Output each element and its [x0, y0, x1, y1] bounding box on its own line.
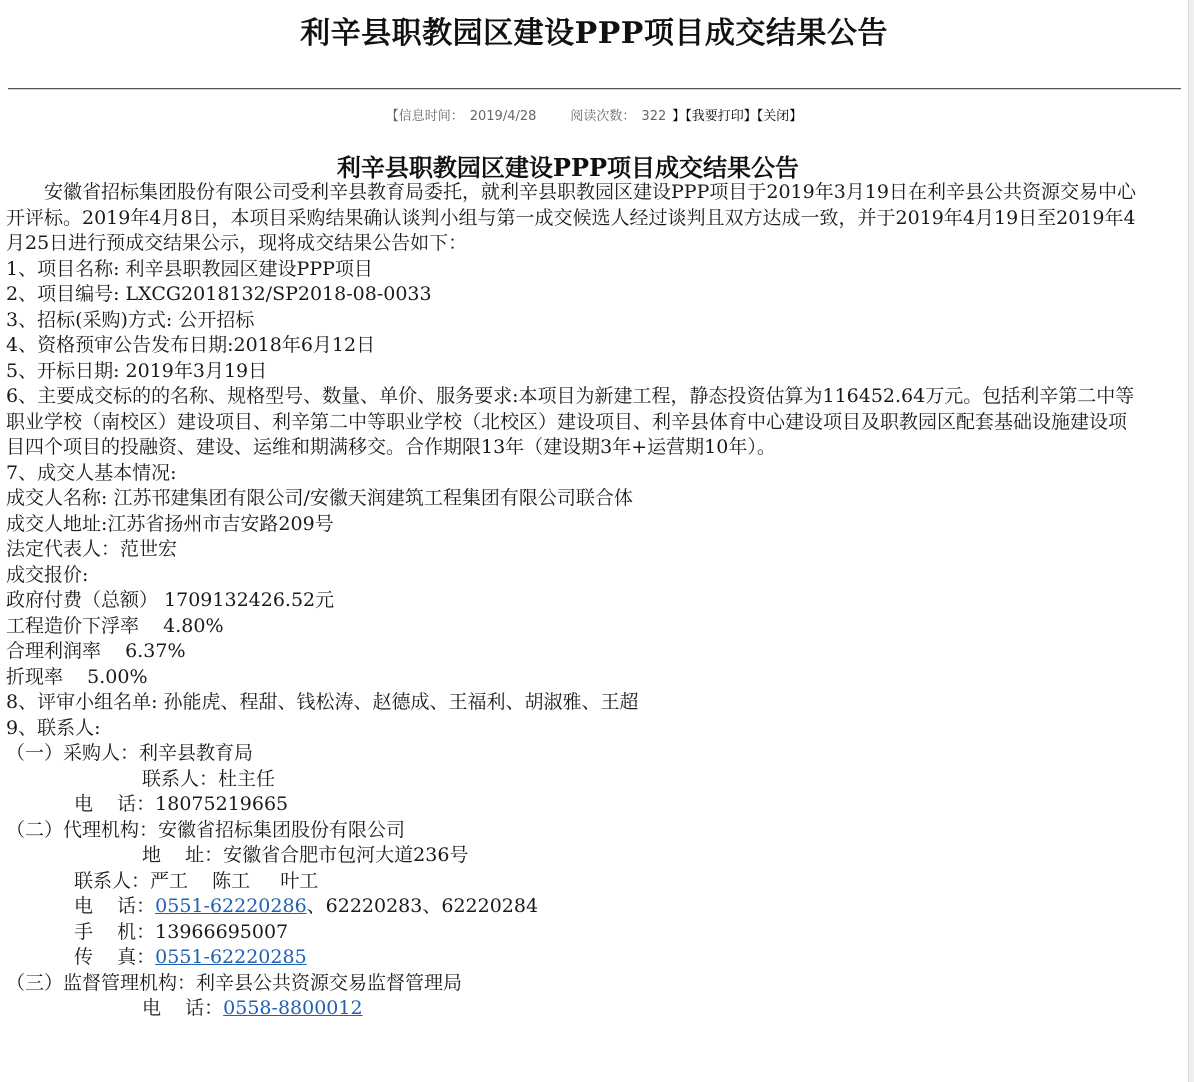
- agency-fax-link[interactable]: 0551-62220285: [155, 946, 307, 968]
- title-divider: [8, 88, 1181, 90]
- agency-phone-label: 电 话：: [74, 895, 156, 917]
- agency-address: 地 址：安徽省合肥市包河大道236号: [142, 844, 469, 866]
- intro-paragraph: 安徽省招标集团股份有限公司受利辛县教育局委托，就利辛县职教园区建设PPP项目于2019年3月19日在利辛县公共资源交易中心开评标。2019年4月8日，本项目采购结果确认谈判小组与第一成交候选人经过谈判且双方达成一致，并于2019年4月19日至2019年4月25日进行预成交结果公示，现将成交结果公告如下：: [6, 181, 1136, 254]
- scrollbar[interactable]: [1188, 0, 1194, 1082]
- info-time-value: 2019/4/28: [469, 109, 537, 124]
- bid-opening-date: 5、开标日期: 2019年3月19日: [6, 359, 268, 382]
- subject-description: 6、主要成交标的的名称、规格型号、数量、单价、服务要求:本项目为新建工程，静态投资估算为116452.64万元。包括利辛第二中等职业学校（南校区）建设项目、利辛第二中等职业学校（北校区）建设项目、利辛县体育中心建设项目及职教园区配套基础设施建设项目四个项目的投融资、建设、运维和期满移交。合作期限13年（建设期3年+运营期10年）。: [6, 385, 1135, 458]
- document-heading: 利辛县职教园区建设PPP项目成交结果公告: [336, 153, 800, 182]
- profit-rate: 合理利润率 6.37%: [6, 640, 186, 662]
- agency-phone-rest: 、62220283、62220284: [306, 895, 539, 917]
- project-number: 2、项目编号: LXCG2018132/SP2018-08-0033: [6, 283, 432, 305]
- cost-float-rate: 工程造价下浮率 4.80%: [6, 614, 224, 637]
- agency-phone-line: [6, 894, 1136, 920]
- agency-phone-link[interactable]: 0551-62220286: [155, 895, 307, 917]
- winner-address: 成交人地址:江苏省扬州市吉安路209号: [6, 512, 334, 535]
- print-link[interactable]: 】【我要打印】: [672, 109, 757, 124]
- page-title: 利辛县职教园区建设PPP项目成交结果公告: [300, 16, 888, 51]
- purchaser: （一）采购人：利辛县教育局: [6, 742, 254, 764]
- supervisor: （三）监督管理机构：利辛县公共资源交易监督管理局: [6, 971, 463, 994]
- info-time-label: 【信息时间：: [385, 109, 464, 124]
- contacts-title: 9、联系人:: [6, 716, 101, 739]
- legal-representative: 法定代表人：范世宏: [6, 538, 178, 560]
- project-name: 1、项目名称: 利辛县职教园区建设PPP项目: [6, 257, 373, 280]
- agency-contacts: 联系人：严工 陈工 叶工: [74, 869, 319, 892]
- info-views-value: 322: [641, 109, 667, 124]
- document-body: [6, 180, 1136, 1022]
- agency-mobile: 手 机：13966695007: [74, 920, 289, 943]
- prequalification-date: 4、资格预审公告发布日期:2018年6月12日: [6, 334, 376, 356]
- winner-section-title: 7、成交人基本情况:: [6, 461, 177, 484]
- purchaser-phone: 电 话：18075219665: [74, 793, 289, 815]
- procurement-method: 3、招标(采购)方式: 公开招标: [6, 308, 255, 331]
- discount-rate: 折现率 5.00%: [6, 665, 148, 688]
- review-panel: 8、评审小组名单: 孙能虎、程甜、钱松涛、赵德成、王福利、胡淑雅、王超: [6, 691, 639, 713]
- info-views-label: 阅读次数：: [570, 109, 636, 124]
- government-payment: 政府付费（总额） 1709132426.52元: [6, 589, 335, 611]
- info-bar: [0, 105, 1188, 124]
- supervisor-phone-label: 电 话：: [142, 997, 224, 1019]
- purchaser-contact: 联系人：杜主任: [142, 767, 276, 790]
- supervisor-phone-line: [6, 996, 1136, 1022]
- close-link[interactable]: 【关闭】: [756, 109, 803, 124]
- bid-price-label: 成交报价:: [6, 563, 89, 586]
- winner-name: 成交人名称: 江苏邗建集团有限公司/安徽天润建筑工程集团有限公司联合体: [6, 487, 633, 509]
- supervisor-phone-link[interactable]: 0558-8800012: [223, 997, 363, 1019]
- agency-fax-line: [6, 945, 1136, 971]
- agency-fax-label: 传 真：: [74, 946, 156, 968]
- agency: （二）代理机构：安徽省招标集团股份有限公司: [6, 818, 406, 841]
